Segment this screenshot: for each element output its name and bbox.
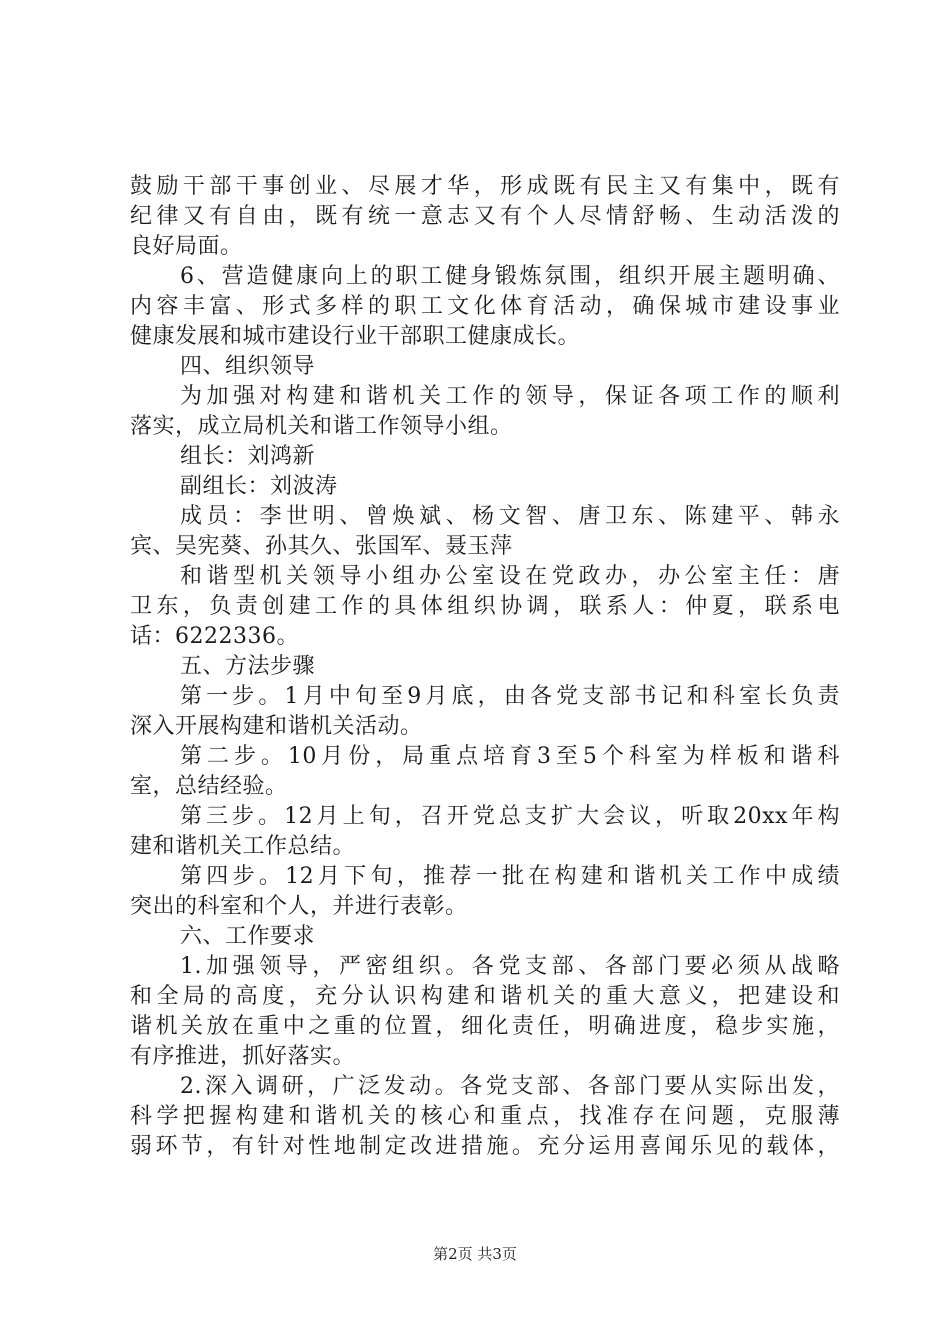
text-line: 弱环节，有针对性地制定改进措施。充分运用喜闻乐见的载体，: [130, 1134, 840, 1159]
text-line: 1.加强领导，严密组织。各党支部、各部门要必须从战略: [180, 954, 840, 979]
document-body: [130, 172, 840, 1162]
text-line: 2.深入调研，广泛发动。各党支部、各部门要从实际出发，: [180, 1074, 840, 1099]
text-line: 为加强对构建和谐机关工作的领导，保证各项工作的顺利: [180, 384, 840, 409]
text-line: 落实，成立局机关和谐工作领导小组。: [130, 414, 513, 439]
text-line: 副组长：刘波涛: [180, 474, 338, 499]
text-line: 鼓励干部干事创业、尽展才华，形成既有民主又有集中，既有: [130, 174, 840, 199]
text-line: 第一步。1月中旬至9月底，由各党支部书记和科室长负责: [180, 684, 840, 709]
text-line: 有序推进，抓好落实。: [130, 1044, 356, 1069]
text-line: 成员：李世明、曾焕斌、杨文智、唐卫东、陈建平、韩永: [180, 504, 840, 529]
text-line: 健康发展和城市建设行业干部职工健康成长。: [130, 324, 581, 349]
text-line: 良好局面。: [130, 234, 243, 259]
text-line: 6、营造健康向上的职工健身锻炼氛围，组织开展主题明确、: [180, 264, 840, 289]
page-footer: [0, 1244, 950, 1264]
text-line: 纪律又有自由，既有统一意志又有个人尽情舒畅、生动活泼的: [130, 204, 840, 229]
text-line: 突出的科室和个人，并进行表彰。: [130, 894, 468, 919]
text-line: 科学把握构建和谐机关的核心和重点，找准存在问题，克服薄: [130, 1104, 840, 1129]
text-line: 话：6222336。: [130, 624, 299, 649]
text-line: 和全局的高度，充分认识构建和谐机关的重大意义，把建设和: [130, 984, 840, 1009]
section-heading: 四、组织领导: [180, 354, 316, 379]
text-line: 第二步。10月份，局重点培育3至5个科室为样板和谐科: [180, 744, 840, 769]
text-line: 宾、吴宪葵、孙其久、张国军、聂玉萍: [130, 534, 513, 559]
page-number: 第2页 共3页: [433, 1245, 517, 1263]
text-line: 第三步。12月上旬，召开党总支扩大会议，听取20xx年构: [180, 804, 840, 829]
text-line: 建和谐机关工作总结。: [130, 834, 356, 859]
text-line: 谐机关放在重中之重的位置，细化责任，明确进度，稳步实施，: [130, 1014, 840, 1039]
text-line: 第四步。12月下旬，推荐一批在构建和谐机关工作中成绩: [180, 864, 840, 889]
text-line: 室，总结经验。: [130, 774, 288, 799]
text-line: 内容丰富、形式多样的职工文化体育活动，确保城市建设事业: [130, 294, 840, 319]
text-line: 组长：刘鸿新: [180, 444, 316, 469]
text-line: 和谐型机关领导小组办公室设在党政办，办公室主任：唐: [180, 564, 840, 589]
text-line: 深入开展构建和谐机关活动。: [130, 714, 423, 739]
section-heading: 五、方法步骤: [180, 654, 316, 679]
text-line: 卫东，负责创建工作的具体组织协调，联系人：仲夏，联系电: [130, 594, 840, 619]
section-heading: 六、工作要求: [180, 924, 316, 949]
